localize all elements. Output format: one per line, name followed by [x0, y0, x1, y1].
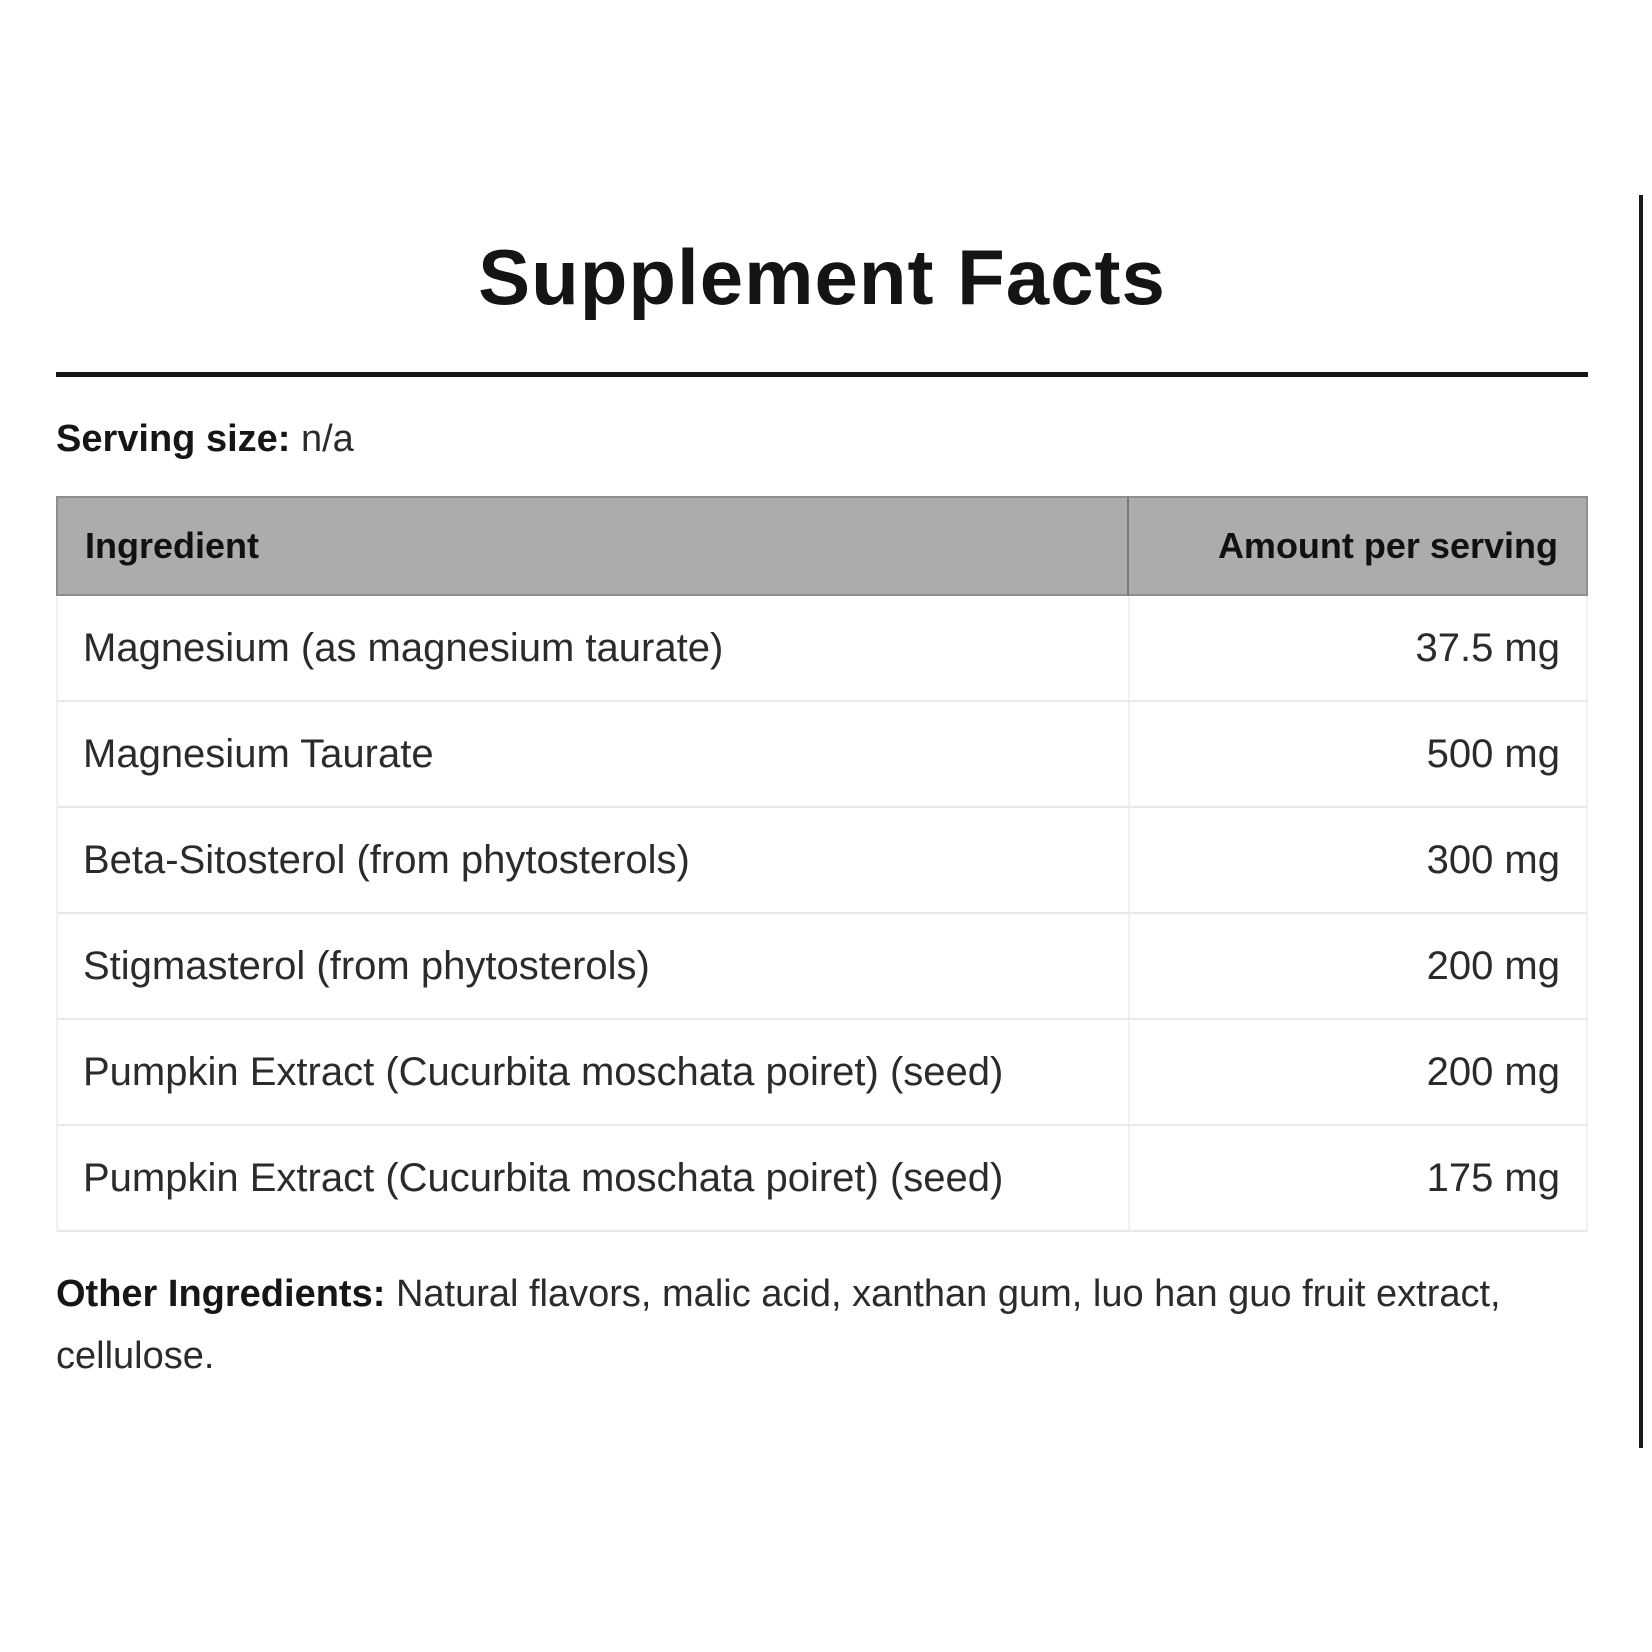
- table-row: [58, 914, 1586, 1020]
- ingredient-cell: Stigmasterol (from phytosterols): [83, 943, 650, 988]
- ingredient-cell: Pumpkin Extract (Cucurbita moschata poiret) (seed): [83, 1049, 1004, 1094]
- serving-size-line: [56, 415, 1588, 464]
- table-row: [58, 808, 1586, 914]
- amount-cell: 300 mg: [1128, 808, 1586, 912]
- amount-cell: 200 mg: [1128, 914, 1586, 1018]
- amount-cell: 175 mg: [1128, 1126, 1586, 1230]
- serving-size-value: n/a: [300, 418, 354, 460]
- other-ingredients-value: Natural flavors, malic acid, xanthan gum, luo han guo fruit extract, cellulose.: [56, 1273, 1501, 1377]
- other-ingredients-label: Other Ingredients:: [56, 1273, 386, 1315]
- ingredient-cell: Beta-Sitosterol (from phytosterols): [83, 837, 690, 882]
- amount-cell: 37.5 mg: [1128, 596, 1586, 700]
- table-body: [56, 596, 1588, 1232]
- column-header-amount: Amount per serving: [1128, 496, 1588, 596]
- other-ingredients-line: [56, 1263, 1536, 1387]
- right-edge-border: [1639, 195, 1643, 1448]
- table-row: [58, 596, 1586, 702]
- spacer: [290, 418, 301, 460]
- column-header-ingredient: Ingredient: [56, 496, 1128, 596]
- table-row: [58, 702, 1586, 808]
- ingredients-table: [56, 496, 1588, 1232]
- serving-size-label: Serving size:: [56, 418, 291, 460]
- table-header-row: [56, 496, 1588, 596]
- spacer: [385, 1273, 396, 1315]
- table-row: [58, 1020, 1586, 1126]
- ingredient-cell: Magnesium Taurate: [83, 731, 434, 776]
- content-area: [56, 0, 1588, 1387]
- page-title: Supplement Facts: [478, 233, 1166, 321]
- ingredient-cell: Pumpkin Extract (Cucurbita moschata poiret) (seed): [83, 1155, 1004, 1200]
- table-row: [58, 1126, 1586, 1232]
- ingredient-cell: Magnesium (as magnesium taurate): [83, 625, 724, 670]
- amount-cell: 200 mg: [1128, 1020, 1586, 1124]
- title-divider: [56, 372, 1588, 377]
- amount-cell: 500 mg: [1128, 702, 1586, 806]
